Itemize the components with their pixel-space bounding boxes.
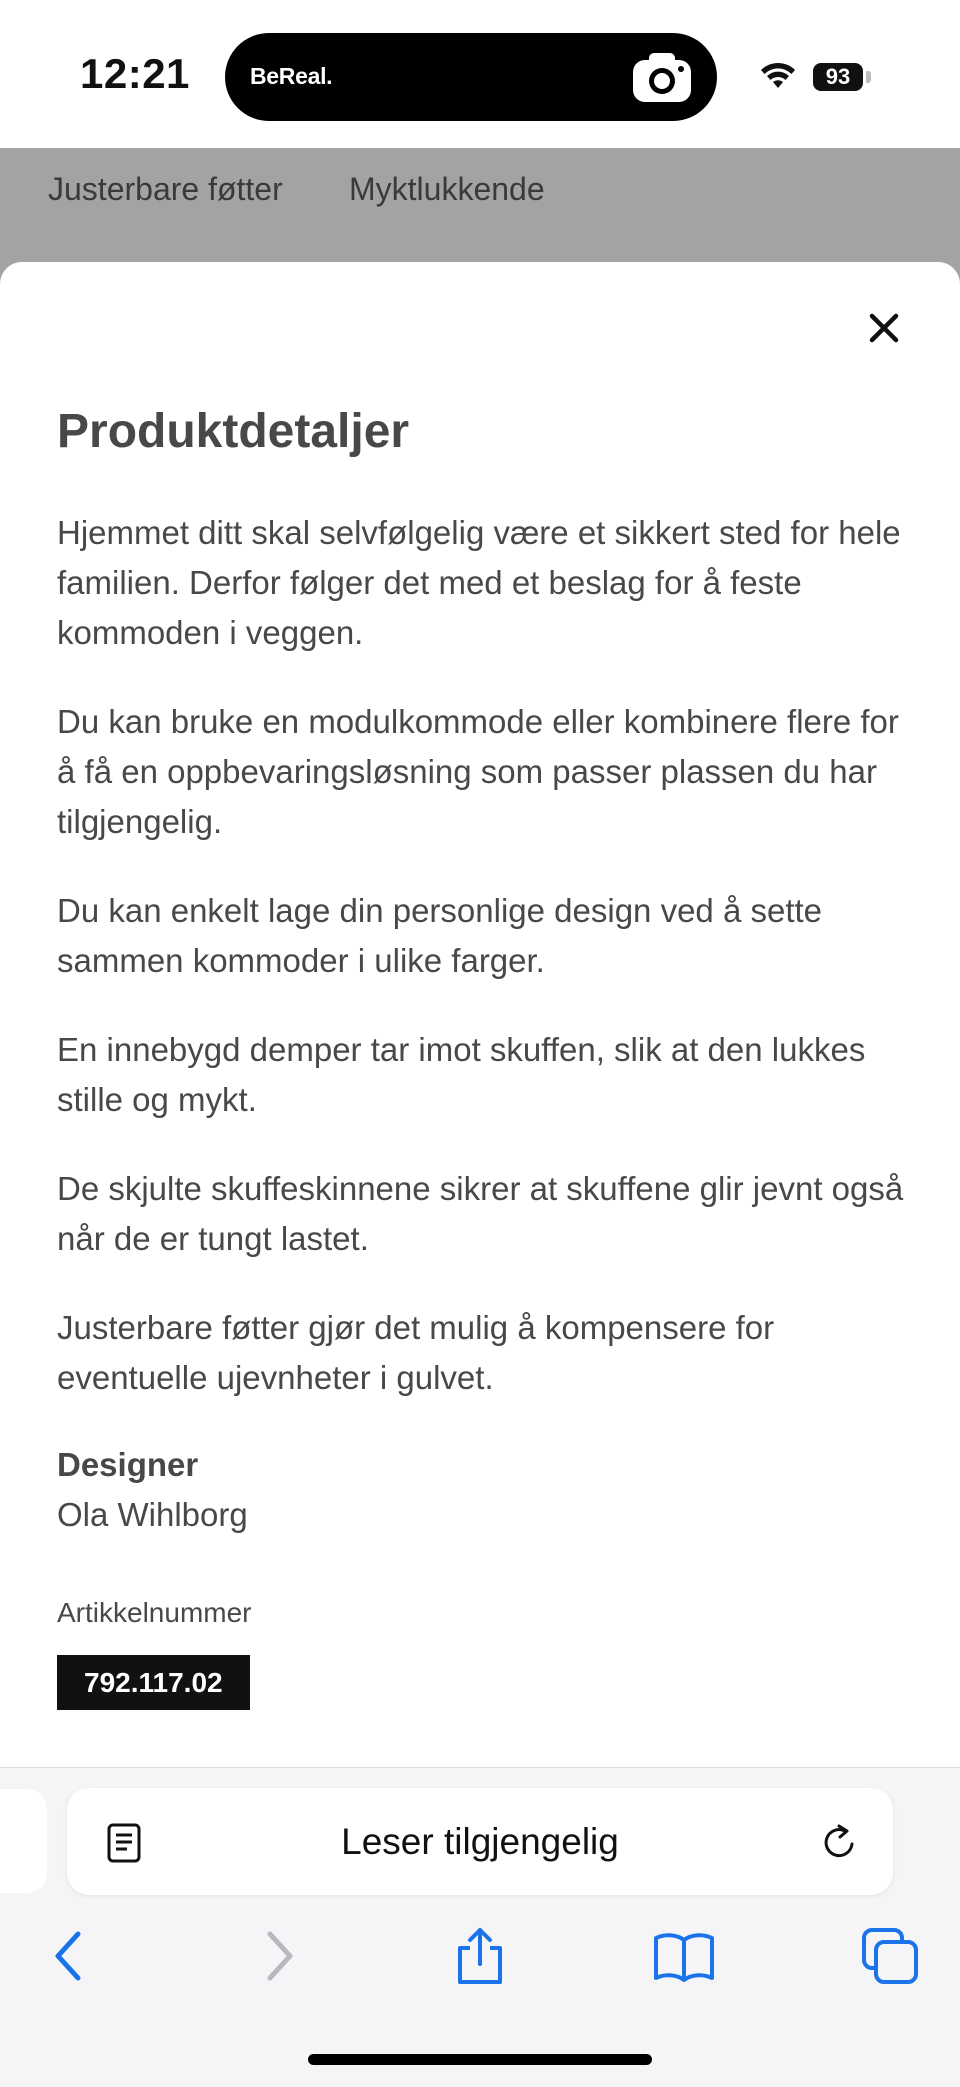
description-paragraph: Du kan enkelt lage din personlige design ved å sette sammen kommoder i ulike farger.	[57, 892, 823, 979]
bookmarks-icon[interactable]	[654, 1926, 714, 1986]
designer-name: Ola Wihlborg	[57, 1496, 248, 1533]
reload-icon[interactable]	[819, 1822, 859, 1862]
wifi-icon	[760, 62, 796, 90]
product-details-sheet	[0, 262, 960, 1767]
island-app-label: BeReal.	[250, 63, 333, 89]
description-paragraph: Hjemmet ditt skal selvfølgelig være et sikkert sted for hele familien. Derfor følger det med et beslag for å feste kommoden i veggen.	[57, 514, 901, 651]
description-paragraph: De skjulte skuffeskinnene sikrer at skuffene glir jevnt også når de er tungt lastet.	[57, 1170, 904, 1257]
description-paragraph: Du kan bruke en modulkommode eller kombinere flere for å få en oppbevaringsløsning som passer plassen du har tilgjengelig.	[57, 703, 899, 840]
feature-adjustable-feet: Justerbare føtter	[48, 171, 283, 207]
dynamic-island[interactable]	[225, 33, 717, 121]
camera-icon	[631, 50, 693, 104]
status-time: 12:21	[80, 50, 190, 97]
battery-level: 93	[825, 64, 851, 89]
battery-tip	[866, 71, 871, 83]
share-icon[interactable]	[450, 1926, 510, 1986]
forward-icon[interactable]	[248, 1926, 308, 1986]
description-paragraph: En innebygd demper tar imot skuffen, slik at den lukkes stille og mykt.	[57, 1031, 866, 1118]
address-bar-text: Leser tilgjengelig	[341, 1821, 619, 1862]
browser-toolbar	[0, 1767, 960, 2087]
sheet-title: Produktdetaljer	[57, 405, 410, 458]
home-indicator	[308, 2054, 652, 2065]
address-bar[interactable]	[67, 1788, 893, 1895]
close-icon[interactable]	[862, 306, 906, 350]
battery-indicator	[813, 63, 863, 91]
feature-soft-close: Myktlukkende	[349, 171, 545, 207]
description-paragraph: Justerbare føtter gjør det mulig å kompensere for eventuelle ujevnheter i gulvet.	[57, 1309, 775, 1396]
back-icon[interactable]	[40, 1926, 100, 1986]
reader-icon[interactable]	[107, 1823, 141, 1863]
article-number-badge: 792.117.02	[57, 1655, 250, 1710]
designer-label: Designer	[57, 1446, 199, 1483]
previous-tab-preview[interactable]	[0, 1789, 47, 1893]
tabs-icon[interactable]	[860, 1926, 920, 1986]
status-bar	[0, 0, 960, 148]
article-number-label: Artikkelnummer	[57, 1597, 252, 1628]
